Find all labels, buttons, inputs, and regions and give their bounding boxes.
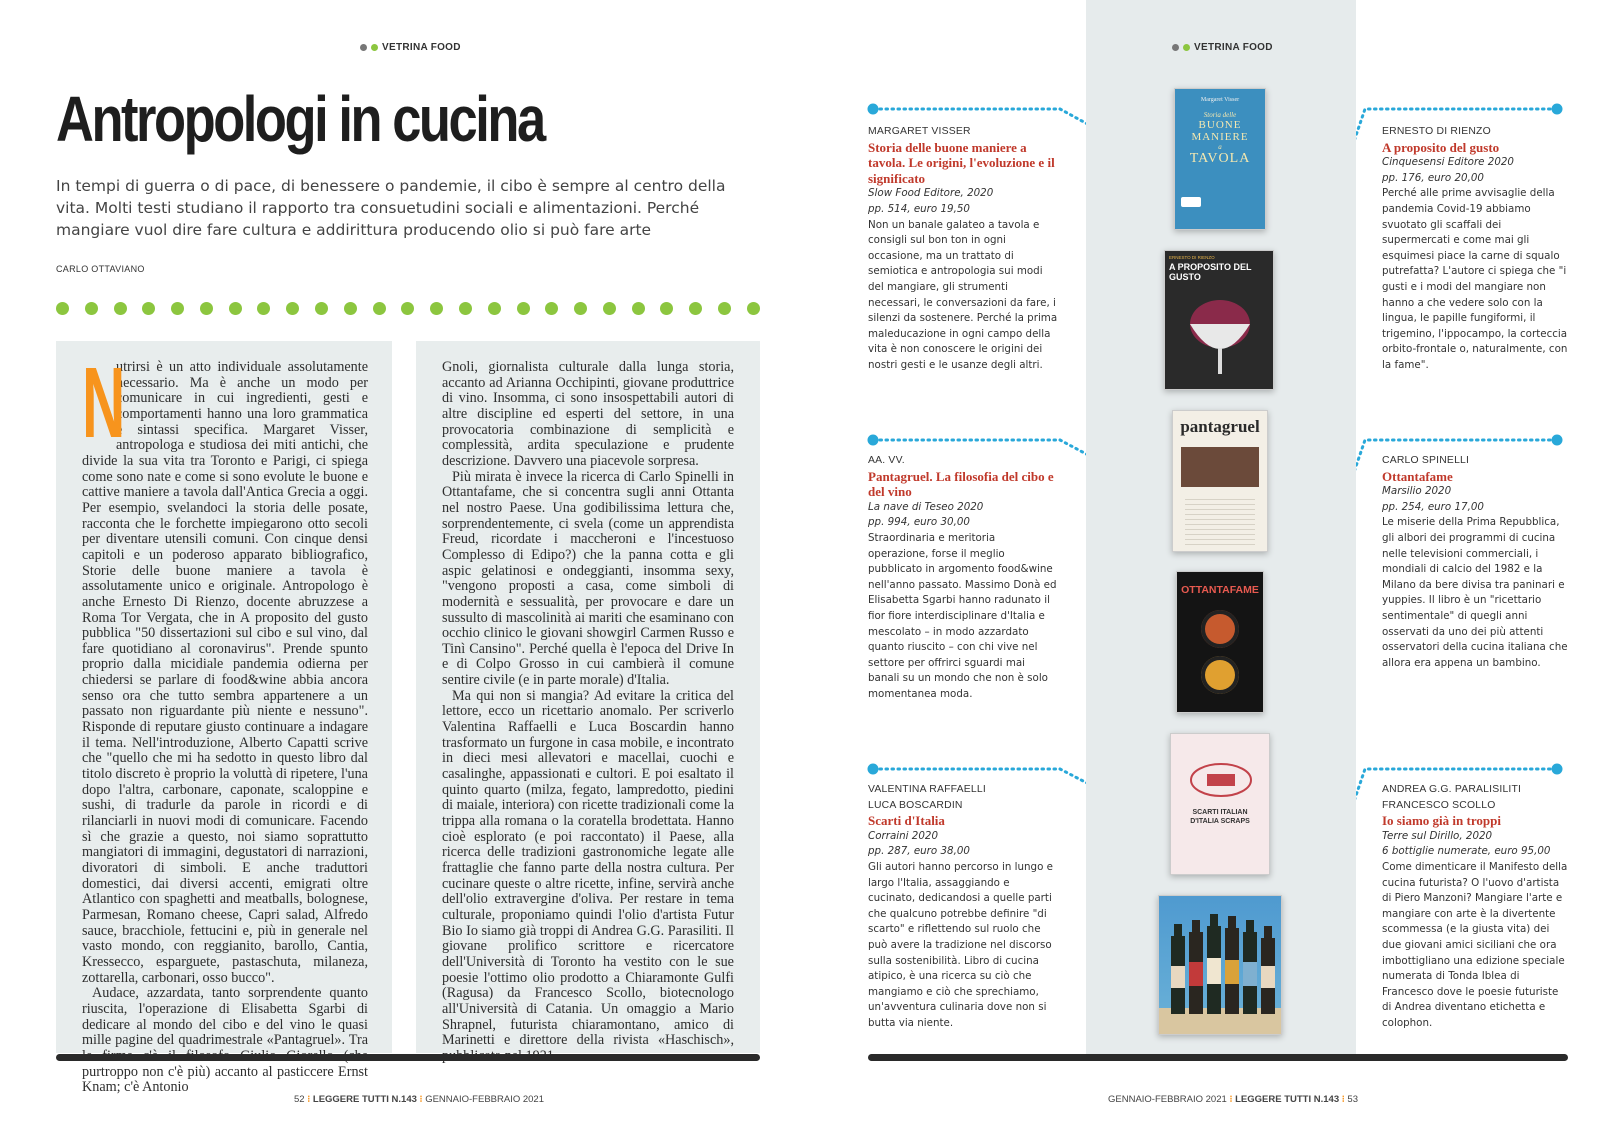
book-publisher: Marsilio 2020 xyxy=(1382,485,1452,498)
section-rubric-left xyxy=(360,42,461,53)
article-title: Antropologi in cucina xyxy=(56,83,544,155)
book-title: Ottantafame xyxy=(1382,468,1453,484)
book-title: Pantagruel. La filosofia del cibo e del vino xyxy=(868,468,1054,500)
separator: ⁝ xyxy=(1341,1094,1345,1105)
cover-author: Margaret Visser xyxy=(1200,97,1240,103)
book-price: 6 bottiglie numerate, euro 95,00 xyxy=(1382,845,1551,858)
pig-illustration xyxy=(1171,748,1270,808)
cover-line: Storia delle xyxy=(1203,111,1237,119)
cover-line: MANIERE xyxy=(1191,131,1249,143)
book-entry-dirienzo xyxy=(1382,124,1568,374)
book-entry-visser xyxy=(868,124,1058,374)
issue-date: GENNAIO-FEBBRAIO 2021 xyxy=(1108,1094,1227,1105)
paragraph-text: utrirsi è un atto individuale assolutamente necessario. Ma è anche un modo per comunicare in cui ingredienti, gesti e comportamenti hanno una loro grammatica e sintassi specifica. Margaret Visser, antropologa e studiosa dei miti antichi, che divide la sua vita tra Toronto e Parigi, ci spiega come sono nate e come si sono evolute le buone e cattive maniere a tavola dall'Antica Grecia a oggi. Per esempio, svelandoci la storia delle posate, racconta che le forchette impiegarono otto secoli per diventare utensili comuni. Con cinque densi capitoli e un poderoso apparato bibliografico, Storie delle buone maniere a tavola è assolutamente unico e originale. Antropologo è anche Ernesto Di Rienzo, docente abruzzese a Roma Tor Vergata, che in A proposito del gusto pubblica "50 dissertazioni sul cibo e sul vino, dal fare quotidiano al coronavirus". Prende spunto proprio dalla micidiale pandemia odierna per chiedersi se parlare di food&wine abbia ancora senso ora che tutto sembra appartenere a un passato non riguardante più niente e nessuno". Risponde di reputare giusto continuare a indagare il tema. Nell'introduzione, Alberto Capatti scrive che "quello che mi ha sedotto in questo libro dal titolo discreto è proprio la voluttà di ripetere, l'una dopo l'altra, carbonare, caponate, scaloppine e sushi, di tradurle da parole in ricordi e di rilanciarli in nuovi modi di comunicare. Facendo sì che grazie a questo, noi siamo soprattutto mangiatori di immagini, degustatori di narrazioni, divoratori di simboli. E anche traduttori domestici, dai diversi accenti, emigrati oltre Atlantico con spaghetti and meatballs, bolognese, Parmesan, Romano cheese, Capri salad, Alfredo sauce, bracchiole, fettucini e, più in generale nel vasto mondo, con reggianito, barollo, Cantia, Kressecco, esparguete, pastaschuta, milaneza, zottarella, carbonari, osso bucco". xyxy=(82,359,368,986)
book-cover-scarti xyxy=(1170,733,1270,875)
magazine-name: LEGGERE TUTTI N.143 xyxy=(1235,1094,1340,1105)
product-photo-olive-oil xyxy=(1158,895,1282,1035)
issue-date: GENNAIO-FEBBRAIO 2021 xyxy=(425,1094,544,1105)
separator: ⁝ xyxy=(1229,1094,1233,1105)
book-author: MARGARET VISSER xyxy=(868,126,971,137)
article-column-2 xyxy=(442,360,734,1065)
bottles-illustration xyxy=(1159,896,1282,1035)
book-cover-pantagruel xyxy=(1172,410,1268,552)
cover-plate-1 xyxy=(1201,610,1239,648)
book-publisher: La nave di Teseo 2020 xyxy=(868,500,984,513)
book-description: Le miserie della Prima Repubblica, gli albori dei programmi di cucina nelle televisioni commerciali, i mondiali di calcio del 1982 e la Milano da bere divisa tra paninari e yuppies. Il libro è un "ricettario sentimentale" di quegli anni osservati da uno dei più attenti osservatori della cucina italiana che allora era appena un bambino. xyxy=(1382,516,1568,669)
book-author: CARLO SPINELLI xyxy=(1382,455,1470,466)
page-number: 52 xyxy=(294,1094,305,1105)
cover-author: ERNESTO DI RIENZO xyxy=(1169,255,1215,260)
book-description: Perché alle prime avvisaglie della pandemia Covid-19 abbiamo svuotato gli scaffali dei supermercati e come mai gli esquimesi piace la carne di squalo putrefatta? L'autore ci spiega che "i gusti e i modi del mangiare non hanno a che vedere solo con la lingua, le papille fungiformi, il trigemino, l'ippocampo, la corteccia orbito-frontale o, naturalmente, con la fame". xyxy=(1382,187,1568,371)
cover-line: BUONE xyxy=(1198,119,1242,131)
bottom-bar-left xyxy=(56,1054,760,1061)
section-rubric-right xyxy=(1172,42,1273,53)
book-entry-scarti xyxy=(868,782,1058,1032)
bottom-bar-right xyxy=(868,1054,1568,1061)
book-price: pp. 994, euro 30,00 xyxy=(868,516,970,529)
drop-cap: N xyxy=(82,347,126,459)
book-description: Gli autori hanno percorso in lungo e largo l'Italia, assaggiando e cucinato, dedicandosi a quelle parti che qualcuno potrebbe definire "di scarto" e riflettendo sul ruolo che può avere la tradizione nel discorso sulla sostenibilità. Libro di cucina atipico, è una ricerca su ciò che mangiamo e ciò che sprechiamo, un'avventura culinaria dove non si butta via niente. xyxy=(868,860,1054,1029)
cover-line: a xyxy=(1218,143,1222,151)
book-author: AA. VV. xyxy=(868,455,905,466)
article-lead: In tempi di guerra o di pace, di benessere o pandemie, il cibo è sempre al centro della vita. Molti testi studiano il rapporto tra consuetudini sociali e alimentazioni. Perché mangiare vuol dire fare cultura e addirittura producendo olio si può fare arte xyxy=(56,177,726,239)
paragraph: Gnoli, giornalista culturale dalla lunga storia, accanto ad Arianna Occhipinti, giovane produttrice di vino. Insomma, ci sono insospettabili autori di altre discipline ed esperti del settore, in una provocatoria combinazione di semplicità e complessità, ardita speculazione e prudente descrizione. Davvero una piacevole sorpresa. xyxy=(442,359,734,469)
footer-right xyxy=(1108,1094,1358,1105)
book-price: pp. 254, euro 17,00 xyxy=(1382,500,1484,513)
rubric-label: VETRINA FOOD xyxy=(382,42,461,53)
book-cover-gusto xyxy=(1164,250,1274,390)
book-cover-visser xyxy=(1174,88,1266,230)
book-entry-spinelli xyxy=(1382,453,1568,671)
paragraph: Ma qui non si mangia? Ad evitare la critica del lettore, ecco un ricettario anomalo. Per scriverlo Valentina Raffaelli e Luca Boscardin hanno trasformato un furgone in casa mobile, e incontrato in dieci mesi allevatori e macellai, cuochi e casalinghe, appassionati e cultori. E poi esaltato il quinto quarto (milza, fegato, lampredotto, piedini di maiale, interiora) con ricette tradizionali come la trippa alla romana o la coratella brodettata. Hanno cioè esplorato (e poi raccontato) il Paese, alla ricerca delle tradizioni gastronomiche legate alle frattaglie che fanno parte della nostra cultura. Per cucinare queste o altre ricette, infine, servirà anche dell'olio extravergine d'oliva. Per restare in tema culturale, proponiamo quindi l'olio d'artista Futur Bio Io siamo già troppi di Andrea G.G. Parasiliti. Il giovane prolifico scrittore e ricercatore dell'Università di Toronto ha vestito con le sue poesie l'ottimo olio prodotto a Chiaramonte Gulfi (Ragusa) da Francesco Scollo, biotecnologo all'Università di Catania. Un omaggio a Mario Shrapnel, futurista chiaramontano, amico di Marinetti e direttore della rivista «Haschisch», xyxy=(442,687,734,1049)
book-publisher: Terre sul Dirillo, 2020 xyxy=(1382,829,1493,842)
book-title: Scarti d'Italia xyxy=(868,813,945,829)
cover-logo xyxy=(1181,197,1201,207)
cover-plate-2 xyxy=(1201,656,1239,694)
book-price: pp. 514, euro 19,50 xyxy=(868,202,970,215)
page-number: 53 xyxy=(1347,1094,1358,1105)
cover-title: pantagruel xyxy=(1180,417,1260,436)
separator: ⁝ xyxy=(307,1094,311,1105)
book-publisher: Slow Food Editore, 2020 xyxy=(868,187,994,200)
separator: ⁝ xyxy=(419,1094,423,1105)
book-description: Straordinaria e meritoria operazione, forse il meglio pubblicato in argomento food&wine nell'anno passato. Massimo Donà ed Elisabetta Sgarbi hanno radunato il fior fiore interdisciplinare d'Italia e mescolato – in modo azzardato quanto riuscito – con chi vive nel settore per offrirci sguardi mai banali su un mondo che non è solo momentanea moda. xyxy=(868,531,1057,700)
rubric-label: VETRINA FOOD xyxy=(1194,42,1273,53)
wine-glass-illustration xyxy=(1165,284,1274,384)
cover-title: OTTANTAFAME xyxy=(1181,584,1259,596)
paragraph xyxy=(82,347,368,986)
cover-text-lines xyxy=(1185,495,1255,545)
book-publisher: Corraini 2020 xyxy=(868,829,938,842)
book-description: Come dimenticare il Manifesto della cucina futurista? O l'uovo d'artista di Piero Manzoni? Mangiare l'arte e mangiare con arte è la divertente scommessa (e la giusta vita) dei due giovani amici siciliani che ora imbottigliano una edizione speciale numerata di Tonda Iblea di Francesco dove le poesie futuriste di Andrea diventano etichetta e colophon. xyxy=(1382,860,1568,1029)
book-author: VALENTINA RAFFAELLI LUCA BOSCARDIN xyxy=(868,784,986,811)
green-dot xyxy=(371,44,378,51)
book-title: A proposito del gusto xyxy=(1382,139,1500,155)
green-dot-divider xyxy=(56,302,760,315)
paragraph: Più mirata è invece la ricerca di Carlo Spinelli in Ottantafame, che si concentra sugli anni Ottanta nel nostro Paese. Una godibilissima lettura che, sorprendentemente, ci svela (come un apprendista Freud, ricordate i maccheroni e l'incestuoso Complesso di Edipo?) che la panna cotta e gli aspic gelatinosi e ondeggianti, insomma sexy, "vengono proposti a casa, come simboli di modernità e sessualità, per provocare e dare un sussulto di mascolinità ai mariti che esaminano con occhio clinico le giovani showgirl Carmen Russo e Tinì Cansino". Perché quella è l'epoca del Drive In e di Colpo Grosso in cui cambierà il comune sentire civile (e in parte morale) d'Italia. xyxy=(442,468,734,689)
article-column-1 xyxy=(82,347,368,1096)
cover-title: A PROPOSITO DEL GUSTO xyxy=(1169,262,1252,282)
cover-painting xyxy=(1181,447,1259,487)
book-price: pp. 176, euro 20,00 xyxy=(1382,171,1484,184)
green-dot xyxy=(1183,44,1190,51)
book-description: Non un banale galateo a tavola e consigli sul bon ton in ogni occasione, ma un trattato di semiotica e antropologia sui modi del mangiare, gli strumenti necessari, le conversazioni da fare, i silenzi da sostenere. Perché la prima maleducazione in ogni campo della vita è non conoscere le origini dei nostri gesti e le usanze degli altri. xyxy=(868,218,1058,371)
grey-dot xyxy=(360,44,367,51)
book-title: Io siamo già in troppi xyxy=(1382,813,1501,829)
book-price: pp. 287, euro 38,00 xyxy=(868,845,970,858)
cover-title: SCARTI ITALIAN D'ITALIA SCRAPS xyxy=(1190,809,1250,825)
byline: CARLO OTTAVIANO xyxy=(56,264,145,274)
book-publisher: Cinquesensi Editore 2020 xyxy=(1382,156,1514,169)
book-author: ANDREA G.G. PARALISILITI FRANCESCO SCOLLO xyxy=(1382,784,1522,811)
paragraph: Audace, azzardata, tanto sorprendente quanto riuscita, l'operazione di Elisabetta Sgarbi di dedicare al mondo del cibo e del vino le quasi mille pagine del quadrimestrale «Pantagruel». Tra purtroppo non c'è più) accanto al pasticcere Ernst Knam; c'è Antonio xyxy=(82,985,368,1096)
book-author: ERNESTO DI RIENZO xyxy=(1382,126,1491,137)
magazine-name: LEGGERE TUTTI N.143 xyxy=(312,1094,417,1105)
book-cover-ottantafame xyxy=(1176,571,1264,713)
cover-line: TAVOLA xyxy=(1189,151,1251,166)
book-title: Storia delle buone maniere a tavola. Le origini, l'evoluzione e il significato xyxy=(868,139,1055,186)
footer-left xyxy=(294,1094,544,1105)
book-entry-pantagruel xyxy=(868,453,1058,703)
grey-dot xyxy=(1172,44,1179,51)
book-entry-olio xyxy=(1382,782,1568,1032)
